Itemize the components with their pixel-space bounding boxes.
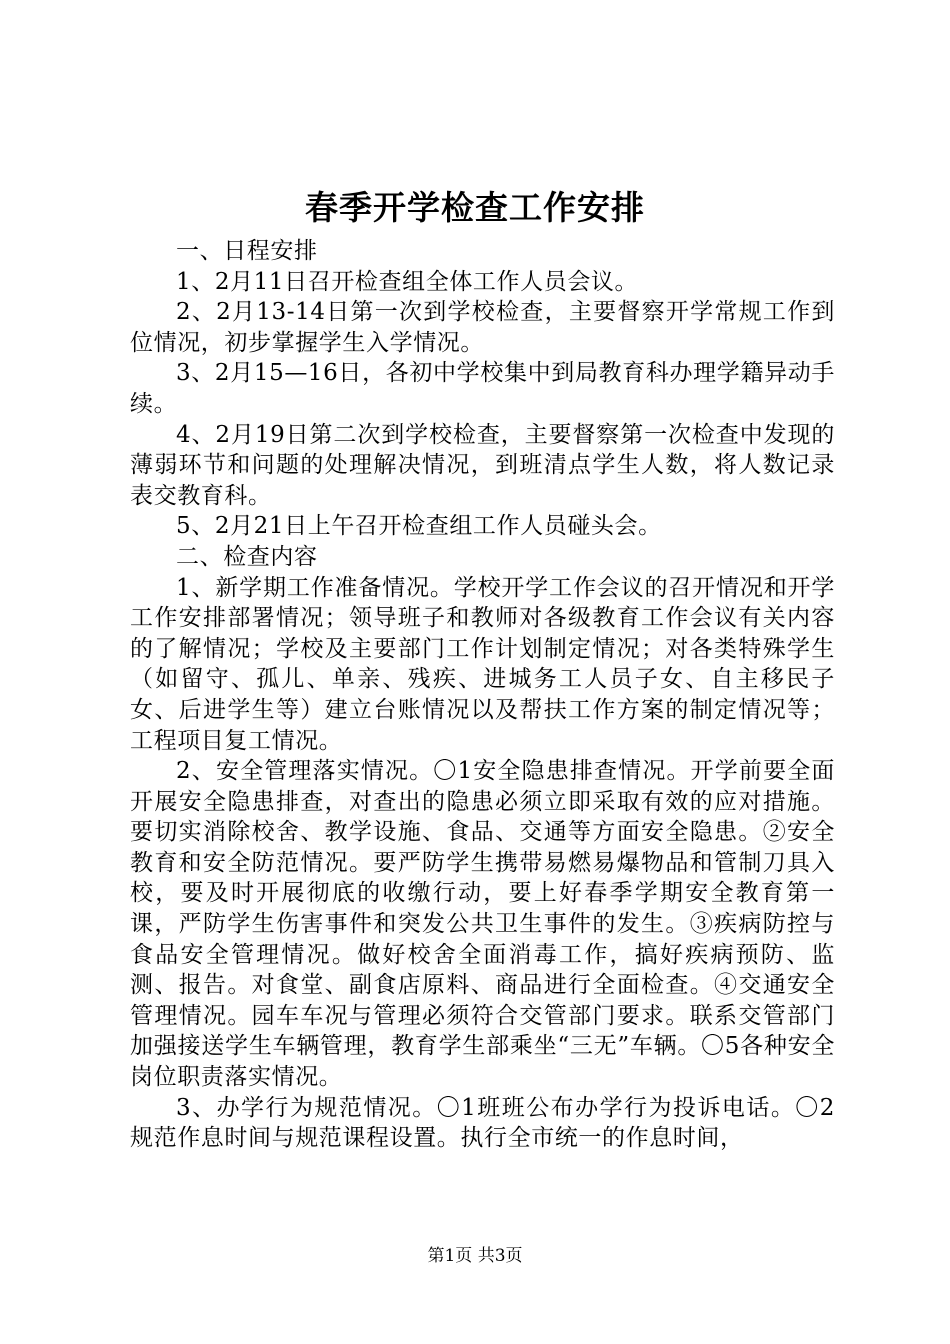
document-body <box>130 236 835 1154</box>
document-title: 春季开学检查工作安排 <box>305 188 645 227</box>
paragraph: 2、2月13-14日第一次到学校检查，主要督察开学常规工作到位情况，初步掌握学生入学情况。 <box>130 299 835 356</box>
paragraph: 5、2月21日上午召开检查组工作人员碰头会。 <box>176 513 662 540</box>
paragraph: 2、安全管理落实情况。〇1安全隐患排查情况。开学前要全面开展安全隐患排查，对查出的隐患必须立即采取有效的应对措施。要切实消除校舍、教学设施、食品、交通等方面安全隐患。②安全教育和安全防范情况。要严防学生携带易燃易爆物品和管制刀具入校，要及时开展彻底的收缴行动，要上好春季学期安全教育第一课，严防学生伤害事件和突发公共卫生事件的发生。③疾病防控与食品安全管理情况。做好校舍全面消毒工作，搞好疾病预防、监测、报告。对食堂、副食店原料、商品进行全面检查。④交通安全管理情况。园车车况与管理必须符合交管部门要求。联系交管部门加强接送学生车辆管理，教育学生部乘坐“三无”车辆。〇5各种安全岗位职责落实情况。 <box>130 758 835 1091</box>
page-footer: 第1页 共3页 <box>427 1246 523 1266</box>
section-heading-schedule: 一、日程安排 <box>176 238 318 264</box>
section-heading-content: 二、检查内容 <box>176 543 318 570</box>
paragraph: 3、2月15—16日，各初中学校集中到局教育科办理学籍异动手续。 <box>130 360 835 417</box>
paragraph: 4、2月19日第二次到学校检查，主要督察第一次检查中发现的薄弱环节和问题的处理解决情况，到班清点学生人数，将人数记录表交教育科。 <box>130 421 835 509</box>
paragraph: 1、2月11日召开检查组全体工作人员会议。 <box>176 268 639 295</box>
paragraph: 3、办学行为规范情况。〇1班班公布办学行为投诉电话。〇2规范作息时间与规范课程设置。执行全市统一的作息时间， <box>130 1094 835 1152</box>
paragraph: 1、新学期工作准备情况。学校开学工作会议的召开情况和开学工作安排部署情况；领导班子和教师对各级教育工作会议有关内容的了解情况；学校及主要部门工作计划制定情况；对各类特殊学生（如留守、孤儿、单亲、残疾、进城务工人员子女、自主移民子女、后进学生等）建立台账情况以及帮扶工作方案的制定情况等；工程项目复工情况。 <box>130 574 835 754</box>
